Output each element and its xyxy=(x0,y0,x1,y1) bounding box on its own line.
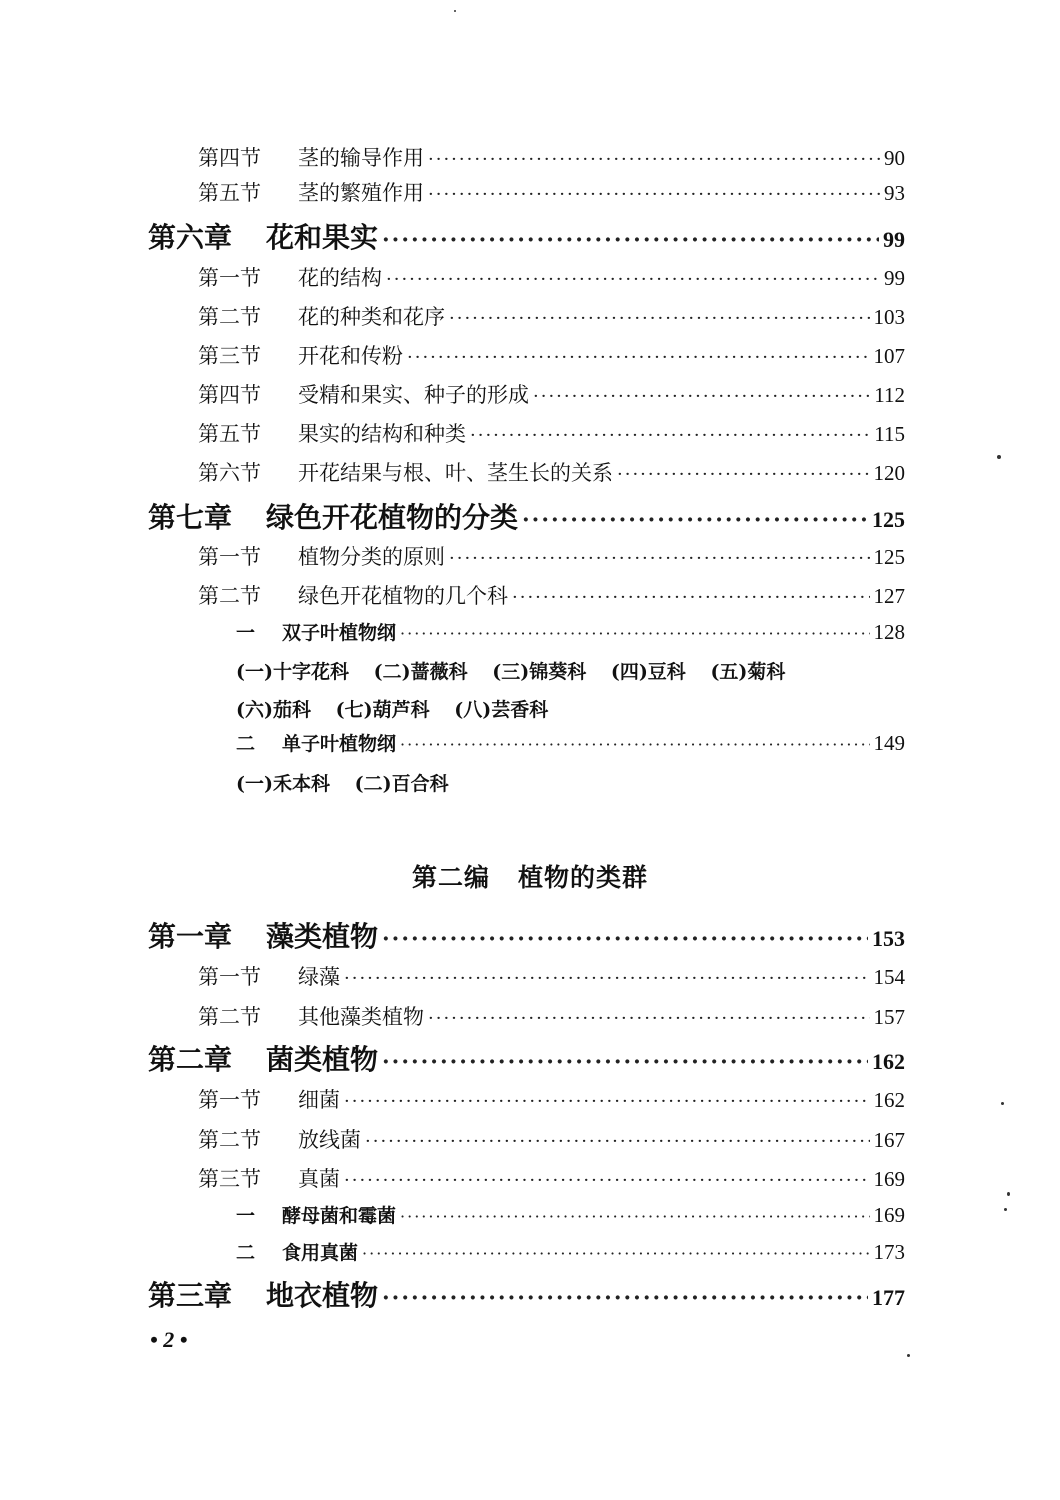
toc-chapter xyxy=(148,496,905,536)
family-item: (三)锦葵科 xyxy=(492,661,587,683)
leader-dots xyxy=(533,386,870,407)
chapter-number: 第六章 xyxy=(148,221,233,254)
toc-subsection xyxy=(236,1201,905,1228)
subsection-number: 二 xyxy=(236,1242,256,1264)
page-ref: 169 xyxy=(873,1203,905,1227)
family-item: (二)蔷薇科 xyxy=(373,661,468,683)
leader-dots xyxy=(407,347,870,368)
page-ref: 154 xyxy=(873,965,905,989)
leader-dots xyxy=(428,184,880,205)
family-item: (七)葫芦科 xyxy=(335,699,430,721)
section-number: 第五节 xyxy=(198,181,261,205)
chapter-title: 藻类植物 xyxy=(266,920,379,953)
chapter-number: 第二章 xyxy=(148,1043,233,1076)
page-ref: 153 xyxy=(872,926,905,951)
chapter-number: 第一章 xyxy=(148,920,233,953)
family-item: (一)十字花科 xyxy=(236,661,349,683)
leader-dots xyxy=(365,1131,870,1152)
section-number: 第二节 xyxy=(198,305,261,329)
chapter-title: 地衣植物 xyxy=(266,1279,379,1312)
leader-dots xyxy=(522,507,868,533)
section-title: 花的结构 xyxy=(298,266,382,290)
toc-section xyxy=(198,340,905,370)
page-ref: 162 xyxy=(873,1088,905,1112)
family-item: (二)百合科 xyxy=(354,773,449,795)
toc-section xyxy=(198,1084,905,1114)
section-title: 茎的输导作用 xyxy=(298,146,424,170)
page-ref: 173 xyxy=(873,1240,905,1264)
toc-section xyxy=(198,379,905,409)
page-ref: 167 xyxy=(873,1128,905,1152)
section-number: 第五节 xyxy=(198,422,261,446)
family-item: (五)菊科 xyxy=(710,661,786,683)
page-ref: 149 xyxy=(873,731,905,755)
section-number: 第六节 xyxy=(198,461,261,485)
family-item: (八)芸香科 xyxy=(454,699,549,721)
page-ref: 128 xyxy=(873,620,905,644)
toc-chapter xyxy=(148,915,905,955)
toc-subsection xyxy=(236,618,905,645)
scan-speck xyxy=(454,10,456,12)
section-title: 果实的结构和种类 xyxy=(298,422,466,446)
family-item: (六)茄科 xyxy=(236,699,311,721)
section-title: 茎的繁殖作用 xyxy=(298,181,424,205)
scan-speck xyxy=(1001,1102,1004,1105)
leader-dots xyxy=(344,1170,870,1191)
scan-speck xyxy=(907,1354,910,1357)
page-ref: 177 xyxy=(872,1285,905,1310)
section-number: 第一节 xyxy=(198,1088,261,1112)
toc-section xyxy=(198,177,905,207)
page-ref: 99 xyxy=(883,227,905,252)
leader-dots xyxy=(382,926,868,952)
page-ref: 127 xyxy=(873,584,905,608)
leader-dots xyxy=(344,1091,870,1112)
section-title: 花的种类和花序 xyxy=(298,305,445,329)
toc-section xyxy=(198,262,905,292)
page-ref: 93 xyxy=(884,181,905,205)
page-ref: 99 xyxy=(884,266,905,290)
family-item: (四)豆科 xyxy=(610,661,686,683)
page-ref: 125 xyxy=(873,545,905,569)
leader-dots xyxy=(400,1207,869,1226)
page-ref: 169 xyxy=(873,1167,905,1191)
subsection-title: 酵母菌和霉菌 xyxy=(282,1205,397,1227)
toc-section xyxy=(198,418,905,448)
section-title: 开花和传粉 xyxy=(298,344,403,368)
leader-dots xyxy=(362,1244,869,1263)
scan-speck xyxy=(997,455,1001,459)
leader-dots xyxy=(449,548,870,569)
family-list xyxy=(236,657,803,684)
page-ref: 107 xyxy=(873,344,905,368)
section-number: 第三节 xyxy=(198,344,261,368)
toc-chapter xyxy=(148,1274,905,1314)
section-title: 受精和果实、种子的形成 xyxy=(298,383,529,407)
chapter-number: 第七章 xyxy=(148,501,233,534)
family-list xyxy=(236,695,566,722)
family-list xyxy=(236,769,467,796)
leader-dots xyxy=(449,308,870,329)
section-title: 其他藻类植物 xyxy=(298,1005,424,1029)
part-title: 植物的类群 xyxy=(518,863,649,892)
toc-section xyxy=(198,457,905,487)
scan-speck xyxy=(1007,1192,1010,1196)
toc-subsection xyxy=(236,729,905,756)
toc-section xyxy=(198,1001,905,1031)
subsection-number: 一 xyxy=(236,1205,256,1227)
toc-chapter xyxy=(148,1038,905,1078)
scan-speck xyxy=(1004,1208,1007,1211)
subsection-title: 单子叶植物纲 xyxy=(282,733,397,755)
section-title: 细菌 xyxy=(298,1088,340,1112)
section-title: 植物分类的原则 xyxy=(298,545,445,569)
toc-chapter xyxy=(148,216,905,256)
leader-dots xyxy=(382,227,879,253)
section-title: 真菌 xyxy=(298,1167,340,1191)
section-number: 第三节 xyxy=(198,1167,261,1191)
section-number: 第二节 xyxy=(198,584,261,608)
leader-dots xyxy=(428,149,880,170)
page-ref: 162 xyxy=(872,1049,905,1074)
subsection-title: 食用真菌 xyxy=(282,1242,359,1264)
section-number: 第一节 xyxy=(198,965,261,989)
section-title: 绿色开花植物的几个科 xyxy=(298,584,508,608)
chapter-title: 绿色开花植物的分类 xyxy=(266,501,519,534)
leader-dots xyxy=(428,1008,870,1029)
part-label: 第二编 xyxy=(411,863,490,892)
toc-section xyxy=(198,541,905,571)
section-number: 第一节 xyxy=(198,266,261,290)
section-number: 第四节 xyxy=(198,383,261,407)
toc-section xyxy=(198,1124,905,1154)
leader-dots xyxy=(400,735,869,754)
subsection-title: 双子叶植物纲 xyxy=(282,622,397,644)
leader-dots xyxy=(386,269,880,290)
page-ref: 120 xyxy=(873,461,905,485)
leader-dots xyxy=(344,968,870,989)
section-number: 第一节 xyxy=(198,545,261,569)
subsection-number: 二 xyxy=(236,733,256,755)
page-ref: 103 xyxy=(873,305,905,329)
page-ref: 112 xyxy=(874,383,905,407)
part-heading xyxy=(0,858,1060,894)
page-ref: 90 xyxy=(884,146,905,170)
section-number: 第二节 xyxy=(198,1128,261,1152)
page-number: • 2 • xyxy=(150,1327,188,1352)
leader-dots xyxy=(470,425,870,446)
section-title: 放线菌 xyxy=(298,1128,361,1152)
page-ref: 115 xyxy=(874,422,905,446)
section-title: 绿藻 xyxy=(298,965,340,989)
toc-section xyxy=(198,142,905,172)
toc-section xyxy=(198,1163,905,1193)
toc-section xyxy=(198,301,905,331)
leader-dots xyxy=(382,1049,868,1075)
page-ref: 157 xyxy=(873,1005,905,1029)
subsection-number: 一 xyxy=(236,622,256,644)
leader-dots xyxy=(617,464,870,485)
leader-dots xyxy=(400,624,869,643)
chapter-number: 第三章 xyxy=(148,1279,233,1312)
chapter-title: 花和果实 xyxy=(266,221,379,254)
toc-section xyxy=(198,580,905,610)
toc-subsection xyxy=(236,1238,905,1265)
toc-section xyxy=(198,961,905,991)
page-ref: 125 xyxy=(872,507,905,532)
section-number: 第二节 xyxy=(198,1005,261,1029)
leader-dots xyxy=(512,587,870,608)
section-number: 第四节 xyxy=(198,146,261,170)
chapter-title: 菌类植物 xyxy=(266,1043,379,1076)
leader-dots xyxy=(382,1285,868,1311)
section-title: 开花结果与根、叶、茎生长的关系 xyxy=(298,461,613,485)
family-item: (一)禾本科 xyxy=(236,773,330,795)
